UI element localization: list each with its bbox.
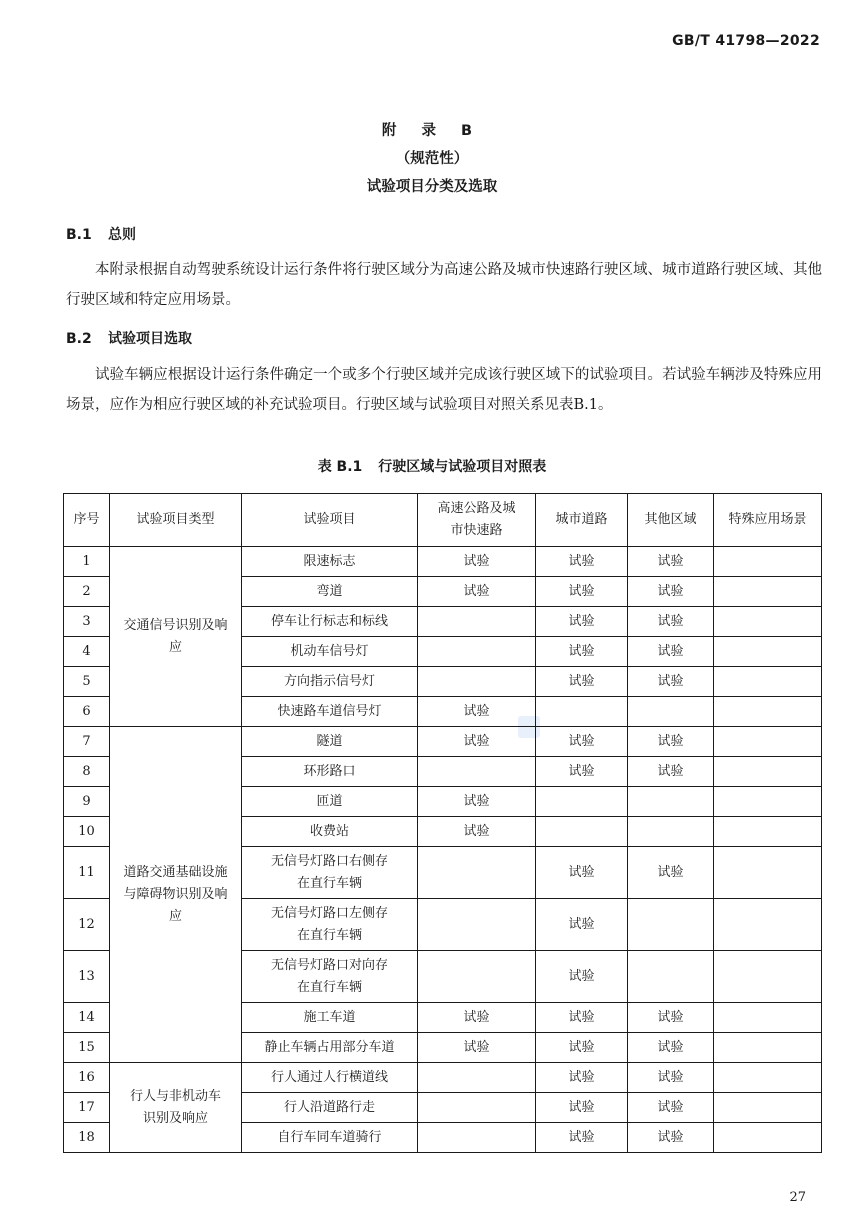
cell-highway <box>418 607 536 637</box>
cell-urban: 试验 <box>536 1033 628 1063</box>
cell-highway <box>418 847 536 899</box>
cell-other <box>628 899 714 951</box>
section-number: B.1 <box>66 227 92 243</box>
cell-other: 试验 <box>628 1003 714 1033</box>
appendix-label: 附 录 B <box>381 123 483 139</box>
cell-special <box>714 547 822 577</box>
section-heading-b1 <box>66 224 136 244</box>
cell-item: 收费站 <box>242 817 418 847</box>
cell-other: 试验 <box>628 667 714 697</box>
cell-highway: 试验 <box>418 577 536 607</box>
appendix-title: 试验项目分类及选取 <box>366 179 498 195</box>
cell-seq: 15 <box>64 1033 110 1063</box>
cell-special <box>714 817 822 847</box>
cell-urban: 试验 <box>536 577 628 607</box>
cell-item: 快速路车道信号灯 <box>242 697 418 727</box>
cell-highway: 试验 <box>418 727 536 757</box>
cell-urban: 试验 <box>536 727 628 757</box>
cell-item: 隧道 <box>242 727 418 757</box>
cell-highway: 试验 <box>418 817 536 847</box>
section-heading-b2 <box>66 328 192 348</box>
cell-urban: 试验 <box>536 637 628 667</box>
cell-highway: 试验 <box>418 787 536 817</box>
cell-special <box>714 1123 822 1153</box>
cell-highway: 试验 <box>418 547 536 577</box>
cell-seq: 9 <box>64 787 110 817</box>
cell-seq: 4 <box>64 637 110 667</box>
cell-other: 试验 <box>628 1063 714 1093</box>
cell-urban: 试验 <box>536 1003 628 1033</box>
cell-seq: 5 <box>64 667 110 697</box>
cell-special <box>714 1003 822 1033</box>
cell-seq: 6 <box>64 697 110 727</box>
section-title: 试验项目选取 <box>108 331 192 347</box>
cell-other: 试验 <box>628 577 714 607</box>
cell-seq: 2 <box>64 577 110 607</box>
header-other: 其他区域 <box>628 494 714 547</box>
cell-special <box>714 637 822 667</box>
cell-urban: 试验 <box>536 951 628 1003</box>
page-number: 27 <box>789 1190 806 1205</box>
cell-item: 施工车道 <box>242 1003 418 1033</box>
appendix-normative: （规范性） <box>395 151 469 167</box>
cell-other: 试验 <box>628 757 714 787</box>
cell-special <box>714 1093 822 1123</box>
cell-item: 匝道 <box>242 787 418 817</box>
cell-category: 交通信号识别及响应 <box>110 547 242 727</box>
header-urban: 城市道路 <box>536 494 628 547</box>
cell-item: 自行车同车道骑行 <box>242 1123 418 1153</box>
cell-special <box>714 787 822 817</box>
cell-urban: 试验 <box>536 667 628 697</box>
cell-highway: 试验 <box>418 697 536 727</box>
section-title: 总则 <box>108 227 136 243</box>
cell-highway <box>418 951 536 1003</box>
cell-item: 无信号灯路口右侧存在直行车辆 <box>242 847 418 899</box>
cell-item: 无信号灯路口左侧存在直行车辆 <box>242 899 418 951</box>
table-row <box>64 1063 822 1093</box>
cell-item: 环形路口 <box>242 757 418 787</box>
section-paragraph-b1: 本附录根据自动驾驶系统设计运行条件将行驶区域分为高速公路及城市快速路行驶区域、城市道路行驶区域、其他行驶区域和特定应用场景。 <box>66 262 822 308</box>
cell-other: 试验 <box>628 547 714 577</box>
cell-item: 行人通过人行横道线 <box>242 1063 418 1093</box>
cell-highway: 试验 <box>418 1033 536 1063</box>
cell-seq: 13 <box>64 951 110 1003</box>
cell-highway <box>418 899 536 951</box>
cell-other: 试验 <box>628 1123 714 1153</box>
cell-special <box>714 757 822 787</box>
cell-special <box>714 1033 822 1063</box>
cell-item: 无信号灯路口对向存在直行车辆 <box>242 951 418 1003</box>
section-number: B.2 <box>66 331 92 347</box>
cell-seq: 12 <box>64 899 110 951</box>
cell-seq: 10 <box>64 817 110 847</box>
cell-highway <box>418 1063 536 1093</box>
cell-item: 静止车辆占用部分车道 <box>242 1033 418 1063</box>
header-special: 特殊应用场景 <box>714 494 822 547</box>
standard-code: GB/T 41798—2022 <box>672 33 820 49</box>
comparison-table <box>63 493 822 1153</box>
cell-highway <box>418 1123 536 1153</box>
cell-other: 试验 <box>628 727 714 757</box>
cell-other: 试验 <box>628 637 714 667</box>
cell-highway <box>418 637 536 667</box>
cell-other <box>628 951 714 1003</box>
header-highway: 高速公路及城市快速路 <box>418 494 536 547</box>
cell-seq: 1 <box>64 547 110 577</box>
cell-urban: 试验 <box>536 757 628 787</box>
cell-special <box>714 697 822 727</box>
cell-urban: 试验 <box>536 547 628 577</box>
cell-seq: 17 <box>64 1093 110 1123</box>
table-row <box>64 727 822 757</box>
cell-item: 行人沿道路行走 <box>242 1093 418 1123</box>
cell-item: 限速标志 <box>242 547 418 577</box>
cell-category: 道路交通基础设施与障碍物识别及响应 <box>110 727 242 1063</box>
cell-urban: 试验 <box>536 1123 628 1153</box>
cell-urban: 试验 <box>536 1093 628 1123</box>
cell-urban: 试验 <box>536 899 628 951</box>
cell-seq: 7 <box>64 727 110 757</box>
cell-other <box>628 817 714 847</box>
cell-item: 停车让行标志和标线 <box>242 607 418 637</box>
cell-urban <box>536 787 628 817</box>
cell-seq: 16 <box>64 1063 110 1093</box>
cell-seq: 11 <box>64 847 110 899</box>
cell-seq: 14 <box>64 1003 110 1033</box>
cell-seq: 18 <box>64 1123 110 1153</box>
table-caption <box>0 456 864 476</box>
cell-item: 机动车信号灯 <box>242 637 418 667</box>
cell-special <box>714 577 822 607</box>
cell-item: 方向指示信号灯 <box>242 667 418 697</box>
cell-other: 试验 <box>628 847 714 899</box>
table-header-row <box>64 494 822 547</box>
cell-special <box>714 727 822 757</box>
cell-category: 行人与非机动车识别及响应 <box>110 1063 242 1153</box>
header-seq: 序号 <box>64 494 110 547</box>
cell-urban: 试验 <box>536 847 628 899</box>
cell-urban <box>536 817 628 847</box>
cell-seq: 8 <box>64 757 110 787</box>
cell-highway <box>418 667 536 697</box>
cell-special <box>714 847 822 899</box>
section-paragraph-b2: 试验车辆应根据设计运行条件确定一个或多个行驶区域并完成该行驶区域下的试验项目。若试验车辆涉及特殊应用场景，应作为相应行驶区域的补充试验项目。行驶区域与试验项目对照关系见表B.1。 <box>66 367 822 413</box>
cell-urban: 试验 <box>536 607 628 637</box>
table-caption-number: 表 B.1 <box>317 459 363 475</box>
cell-special <box>714 667 822 697</box>
cell-other <box>628 697 714 727</box>
header-category: 试验项目类型 <box>110 494 242 547</box>
cell-seq: 3 <box>64 607 110 637</box>
cell-urban: 试验 <box>536 1063 628 1093</box>
cell-other: 试验 <box>628 607 714 637</box>
cell-highway <box>418 757 536 787</box>
cell-other: 试验 <box>628 1033 714 1063</box>
cell-special <box>714 899 822 951</box>
cell-special <box>714 1063 822 1093</box>
cell-urban <box>536 697 628 727</box>
cell-other <box>628 787 714 817</box>
cell-other: 试验 <box>628 1093 714 1123</box>
table-caption-title: 行驶区域与试验项目对照表 <box>378 459 547 475</box>
cell-highway <box>418 1093 536 1123</box>
cell-item: 弯道 <box>242 577 418 607</box>
cell-special <box>714 607 822 637</box>
table-row <box>64 547 822 577</box>
cell-special <box>714 951 822 1003</box>
cell-highway: 试验 <box>418 1003 536 1033</box>
header-item: 试验项目 <box>242 494 418 547</box>
